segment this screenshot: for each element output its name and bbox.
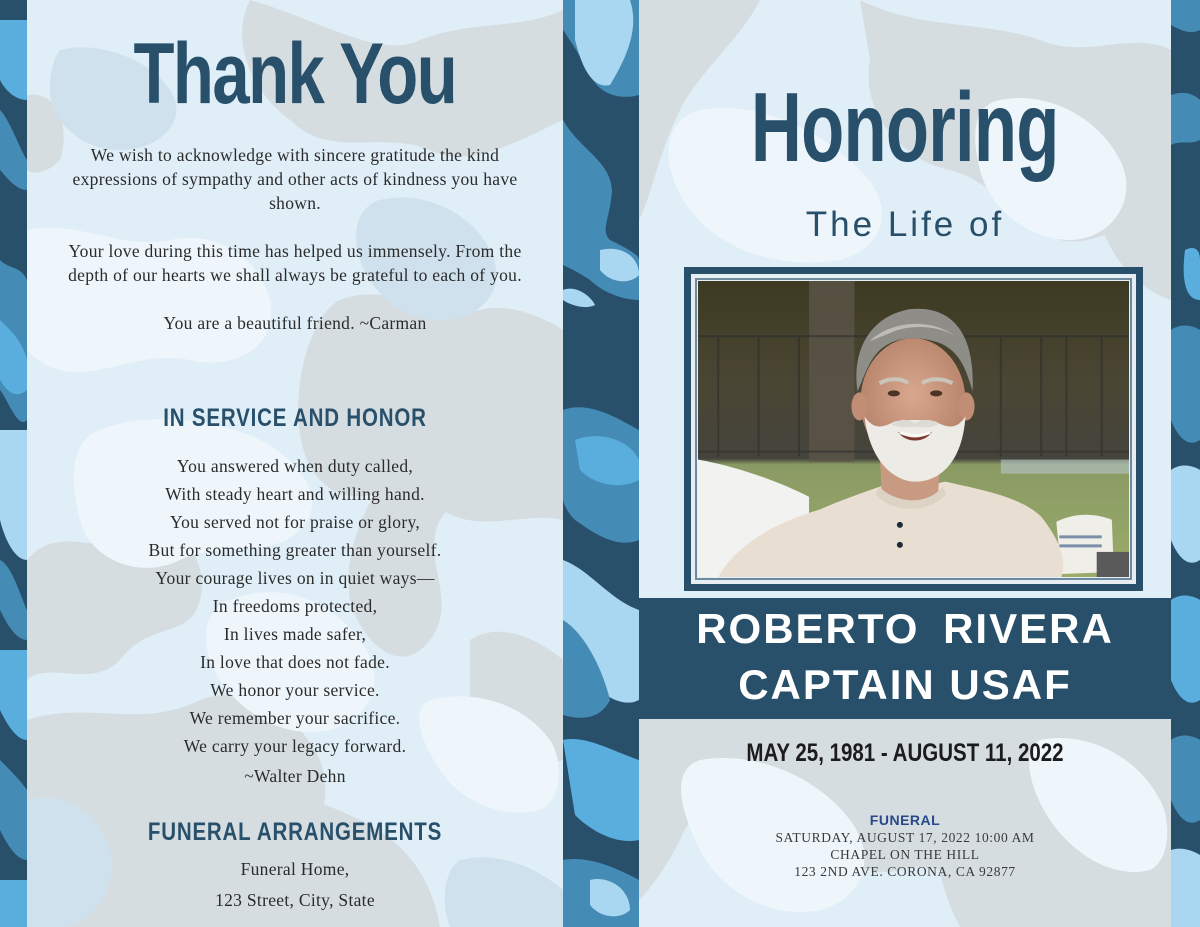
poem-line: In love that does not fade.	[200, 652, 390, 672]
thank-you-title: Thank You	[133, 26, 457, 122]
poem-line: We remember your sacrifice.	[189, 708, 401, 728]
portrait-frame	[684, 267, 1143, 591]
honoring-cover-panel	[639, 0, 1171, 927]
funeral-home-name: Funeral Home,	[240, 859, 350, 879]
deceased-name: ROBERTO RIVERA	[696, 605, 1114, 652]
funeral-home-address: 123 Street, City, State	[215, 890, 375, 910]
acknowledgement-paragraph: We wish to acknowledge with sincere gratitude the kind expressions of sympathy and other acts of kindness you have shown.	[72, 145, 518, 213]
poem-author: ~Walter Dehn	[244, 766, 346, 786]
life-dates: MAY 25, 1981 - AUGUST 11, 2022	[746, 739, 1064, 767]
funeral-arrangements-heading: FUNERAL ARRANGEMENTS	[147, 818, 443, 846]
poem-line: You served not for praise or glory,	[169, 512, 421, 532]
portrait-photo	[698, 281, 1129, 577]
honoring-title: Honoring	[751, 72, 1059, 182]
acknowledgement-text	[67, 143, 523, 359]
poem-line: With steady heart and willing hand.	[165, 484, 425, 504]
name-banner	[639, 598, 1171, 719]
funeral-arrangements	[27, 855, 563, 917]
the-life-of-subtitle: The Life of	[805, 205, 1005, 244]
funeral-label: FUNERAL	[869, 812, 941, 828]
acknowledgement-signoff: You are a beautiful friend. ~Carman	[163, 313, 427, 333]
poem-line: We honor your service.	[210, 680, 380, 700]
poem-line: In lives made safer,	[223, 624, 367, 644]
service-and-honor-heading: IN SERVICE AND HONOR	[163, 404, 427, 432]
poem-line: We carry your legacy forward.	[183, 736, 407, 756]
poem-line: Your courage lives on in quiet ways—	[155, 568, 435, 588]
deceased-rank: CAPTAIN USAF	[738, 661, 1072, 708]
poem-line: You answered when duty called,	[176, 456, 414, 476]
funeral-datetime: SATURDAY, AUGUST 17, 2022 10:00 AM	[775, 830, 1035, 845]
funeral-details	[639, 811, 1171, 880]
funeral-venue: CHAPEL ON THE HILL	[830, 847, 980, 862]
poem-line: But for something greater than yourself.	[148, 540, 442, 560]
poem-line: In freedoms protected,	[212, 596, 378, 616]
acknowledgement-paragraph: Your love during this time has helped us immensely. From the depth of our hearts we shall always be grateful to each of you.	[68, 241, 522, 285]
thank-you-panel	[27, 0, 563, 927]
poem	[27, 452, 563, 790]
funeral-address: 123 2ND AVE. CORONA, CA 92877	[794, 864, 1016, 879]
